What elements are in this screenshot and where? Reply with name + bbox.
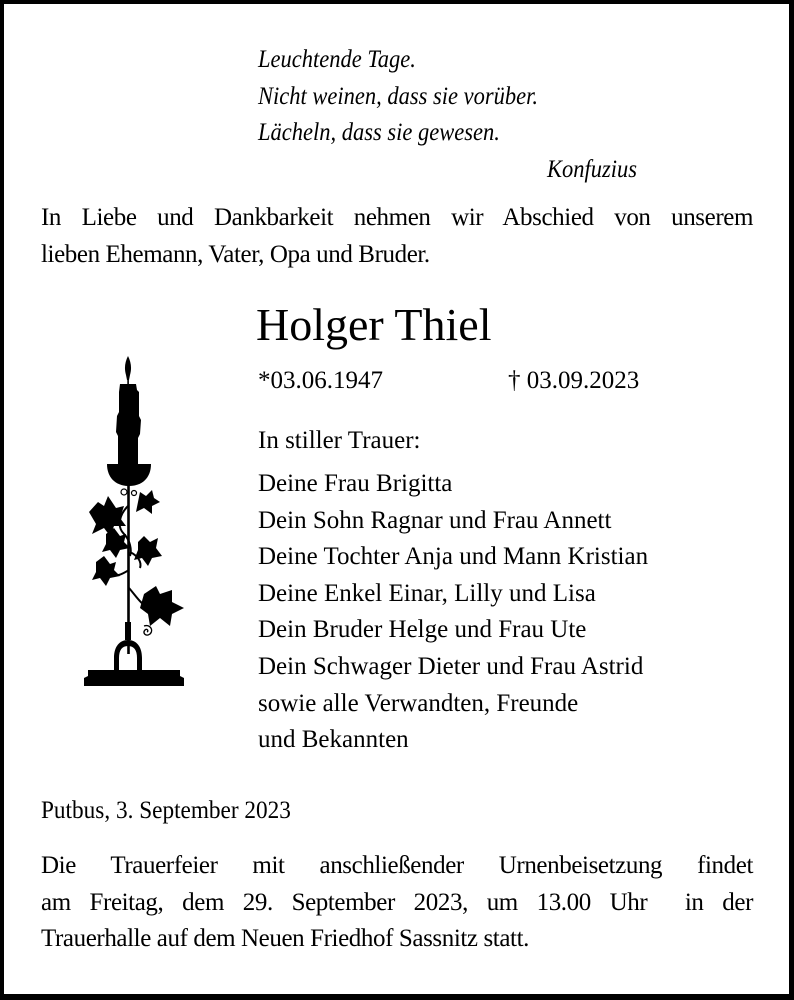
intro-line-2: lieben Ehemann, Vater, Opa und Bruder. — [41, 240, 430, 268]
poem-author-wrap — [547, 152, 647, 189]
funeral-line-1: Die Trauerfeier mit anschließender Urnenbeisetzung findet — [41, 852, 753, 879]
intro-line-1: In Liebe und Dankbarkeit nehmen wir Abschied von unserem — [41, 204, 753, 231]
mourner-line: und Bekannten — [258, 726, 409, 754]
mourner-line: Dein Sohn Ragnar und Frau Annett — [258, 506, 612, 534]
place-date: Putbus, 3. September 2023 — [41, 797, 291, 824]
funeral-line-3: Trauerhalle auf dem Neuen Friedhof Sassnitz statt. — [41, 925, 529, 952]
mourner-line: Deine Enkel Einar, Lilly und Lisa — [258, 579, 596, 607]
funeral-line-2: am Freitag, dem 29. September 2023, um 13.00 Uhr in der — [41, 888, 753, 916]
funeral-paragraph — [41, 848, 753, 958]
mourners-heading: In stiller Trauer: — [258, 427, 421, 454]
mourner-line: sowie alle Verwandten, Freunde — [258, 689, 579, 717]
poem-line-1: Leuchtende Tage. — [258, 46, 416, 73]
mourner-line: Deine Tochter Anja und Mann Kristian — [258, 543, 649, 571]
poem-author: Konfuzius — [547, 156, 638, 183]
poem-block — [258, 42, 569, 152]
mourner-line: Dein Schwager Dieter und Frau Astrid — [258, 652, 644, 680]
poem-line-2: Nicht weinen, dass sie vorüber. — [258, 82, 538, 110]
mourner-line: Dein Bruder Helge und Frau Ute — [258, 616, 587, 644]
death-date: † 03.09.2023 — [508, 367, 640, 394]
deceased-name: Holger Thiel — [256, 299, 492, 350]
intro-paragraph — [41, 200, 753, 273]
candle-with-ivy-icon — [84, 356, 194, 690]
mourners-list — [258, 466, 648, 759]
mourner-line: Deine Frau Brigitta — [258, 470, 453, 497]
poem-line-3: Lächeln, dass sie gewesen. — [258, 119, 500, 146]
birth-date: *03.06.1947 — [258, 367, 383, 394]
